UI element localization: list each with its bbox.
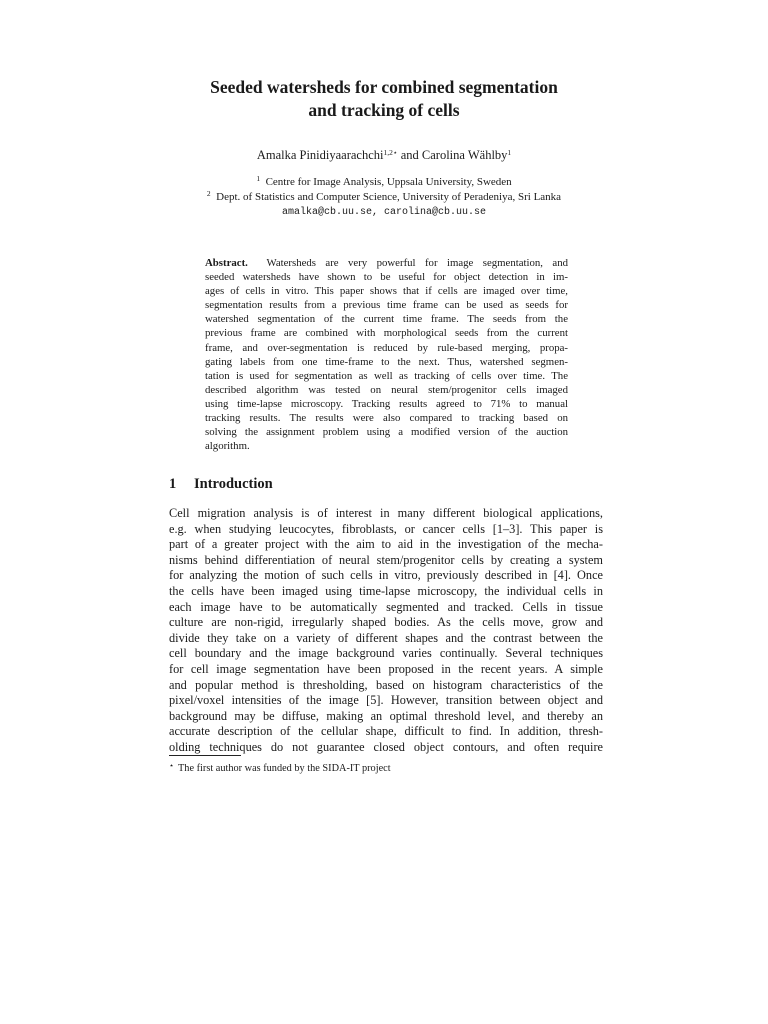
footnote-mark: ⋆ <box>169 761 175 770</box>
body-line: and popular method is thresholding, based on histogram characteristics of the <box>169 677 603 692</box>
author-conjunction: and <box>400 148 419 162</box>
body-line: culture are non-rigid, irregularly shaped bodies. As the cells move, grow and <box>169 615 603 630</box>
author-1-marks: 1,2⋆ <box>383 148 398 157</box>
body-line: cell boundary and the image background varies continually. Several techniques <box>169 646 603 661</box>
abstract-line: described algorithm was tested on neural stem/progenitor cells imaged <box>205 383 568 396</box>
body-line: olding techniques do not guarantee closed object contours, and often require <box>169 739 603 754</box>
author-1-name: Amalka Pinidiyaarachchi <box>256 148 384 162</box>
body-line: part of a greater project with the aim to aid in the investigation of the mecha- <box>169 537 603 552</box>
abstract-line: previous frame are combined with morphological seeds from the current <box>205 327 568 340</box>
affiliation-2 <box>120 190 648 205</box>
abstract-line: algorithm. <box>205 440 250 453</box>
body-line: nisms behind differentiation of neural stem/progenitor cells by creating a system <box>169 552 603 567</box>
footnote-text: The first author was funded by the SIDA-IT project <box>178 763 391 774</box>
author-emails: amalka@cb.uu.se, carolina@cb.uu.se <box>281 207 487 218</box>
abstract-line: gating labels from one time-frame to the next. Thus, watershed segmen- <box>205 355 568 368</box>
abstract-line: segmentation results from a previous time frame can be used as seeds for <box>205 299 568 312</box>
abstract-line <box>205 256 568 270</box>
abstract-line: watershed segmentation of the current time frame. The seeds from the <box>205 313 568 326</box>
body-line: pixel/voxel intensities of the image [5]. However, transition between object and <box>169 693 603 708</box>
title-line-2: and tracking of cells <box>308 100 460 120</box>
abstract-line: frame, and over-segmentation is reduced by rule-based merging, propa- <box>205 341 568 354</box>
author-2-marks: 1 <box>507 148 512 157</box>
affiliation-1-text: Centre for Image Analysis, Uppsala University, Sweden <box>265 176 512 188</box>
footnote <box>169 759 391 775</box>
body-line: each image have to be automatically segmented and tracked. Cells in tissue <box>169 599 603 614</box>
abstract-line: tation is used for segmentation as well as tracking of cells over time. The <box>205 369 568 382</box>
body-line: background may be diffuse, making an optimal threshold level, and thereby an <box>169 708 603 723</box>
body-line: the cells have been imaged using time-lapse microscopy, the individual cells in <box>169 583 603 598</box>
section-title: Introduction <box>194 476 273 492</box>
section-heading <box>169 475 273 493</box>
abstract-line-text: Watersheds are very powerful for image segmentation, and <box>266 257 568 269</box>
body-text <box>169 506 603 756</box>
body-line: divide they take on a variety of different shapes and the contrast between the <box>169 630 603 645</box>
abstract <box>205 256 568 453</box>
affiliation-2-text: Dept. of Statistics and Computer Science, University of Peradeniya, Sri Lanka <box>216 191 562 203</box>
abstract-line: using time-lapse microscopy. Tracking results agreed to 71% to manual <box>205 397 568 410</box>
abstract-line: solving the assignment problem using a modified version of the auction <box>205 426 568 439</box>
paper-title <box>120 76 648 122</box>
body-line: Cell migration analysis is of interest in many different biological applications, <box>169 506 603 520</box>
affiliation-1-mark: 1 <box>256 174 261 183</box>
body-line: e.g. when studying leucocytes, fibroblasts, or cancer cells [1–3]. This paper is <box>169 521 603 536</box>
abstract-line: seeded watersheds have shown to be useful for object detection in im- <box>205 271 568 284</box>
affiliation-2-mark: 2 <box>206 189 211 198</box>
body-line: for analyzing the motion of such cells in vitro, previously described in [4]. Once <box>169 568 603 583</box>
author-list <box>120 147 648 163</box>
section-number: 1 <box>169 476 177 492</box>
abstract-line: tracking results. The results were also compared to tracking based on <box>205 412 568 425</box>
body-line: accurate description of the cellular shape, difficult to find. In addition, thresh- <box>169 724 603 739</box>
affiliation-1 <box>120 175 648 190</box>
author-2-name: Carolina Wählby <box>421 148 508 162</box>
body-line: for cell image segmentation have been proposed in the recent years. A simple <box>169 661 603 676</box>
abstract-line: ages of cells in vitro. This paper shows that if cells are imaged over time, <box>205 285 568 298</box>
affiliations <box>120 175 648 220</box>
footnote-rule <box>169 755 241 756</box>
title-line-1: Seeded watersheds for combined segmentation <box>210 77 558 97</box>
abstract-label: Abstract. <box>205 257 248 269</box>
